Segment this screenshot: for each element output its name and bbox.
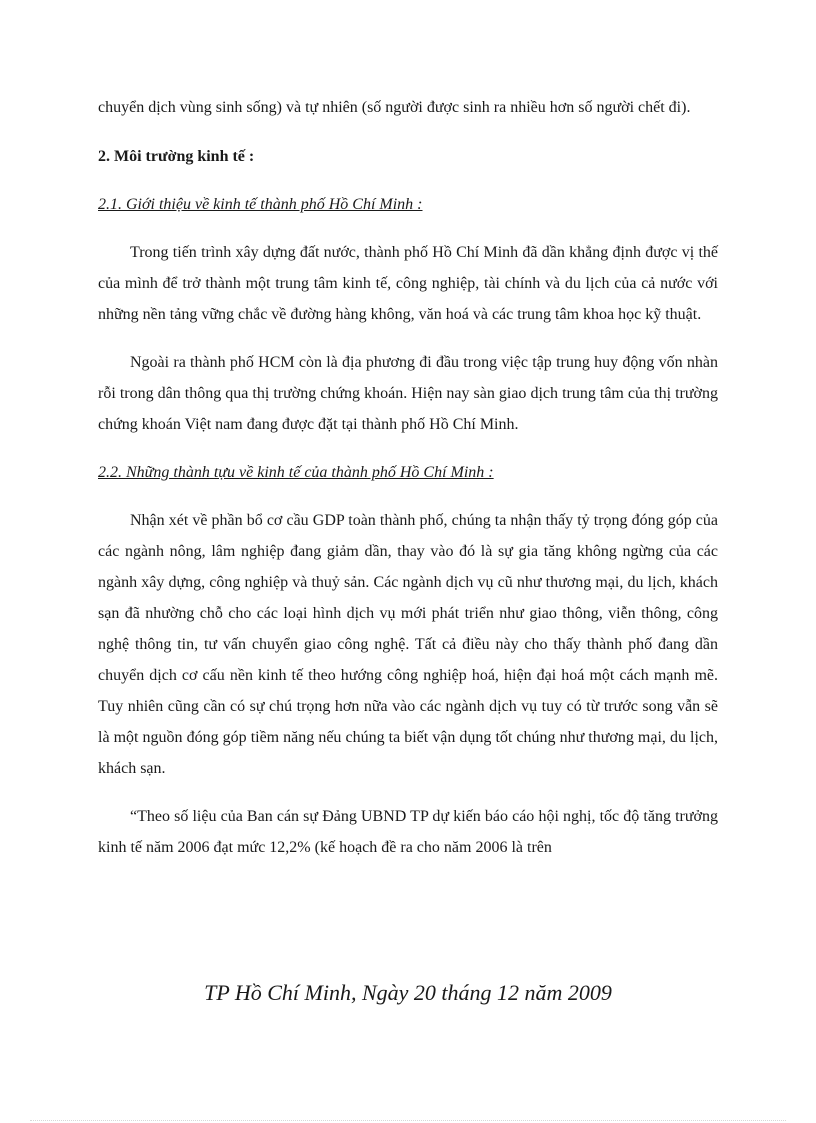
paragraph-2-1-b: Ngoài ra thành phố HCM còn là địa phương đi đầu trong việc tập trung huy động vốn nhàn rỗi trong dân thông qua thị trường chứng khoán. Hiện nay sàn giao dịch trung tâm của thị trường chứng khoán Việt nam đang được đặt tại thành phố Hồ Chí Minh. (98, 354, 718, 433)
footer-date-line: TP Hồ Chí Minh, Ngày 20 tháng 12 năm 2009 (204, 980, 612, 1005)
document-body (98, 92, 718, 863)
section-2-heading: 2. Môi trường kinh tế : (98, 148, 255, 165)
page-bottom-divider (30, 1120, 786, 1121)
paragraph-2-2-a: Nhận xét về phần bổ cơ cầu GDP toàn thành phố, chúng ta nhận thấy tỷ trọng đóng góp của các ngành nông, lâm nghiệp đang giảm dần, thay vào đó là sự gia tăng không ngừng của các ngành xây dựng, công nghiệp và thuỷ sản. Các ngành dịch vụ cũ như thương mại, du lịch, khách sạn đã nhường chỗ cho các loại hình dịch vụ mới phát triển như giao thông, viễn thông, công nghệ thông tin, tư vấn chuyển giao công nghệ. Tất cả điều này cho thấy thành phố đang dần chuyển dịch cơ cấu nền kinh tế theo hướng công nghiệp hoá, hiện đại hoá một cách mạnh mẽ. Tuy nhiên cũng cần có sự chú trọng hơn nữa vào các ngành dịch vụ tuy có từ trước song vẫn sẽ là một nguồn đóng góp tiềm năng nếu chúng ta biết vận dụng tốt chúng như thương mại, du lịch, khách sạn. (98, 512, 718, 777)
opening-paragraph: chuyển dịch vùng sinh sống) và tự nhiên (số người được sinh ra nhiều hơn số người chết đi). (98, 99, 691, 116)
section-2-2-heading: 2.2. Những thành tựu về kinh tế của thành phố Hồ Chí Minh : (98, 464, 494, 481)
section-2-1-heading: 2.1. Giới thiệu về kinh tế thành phố Hồ Chí Minh : (98, 196, 423, 213)
paragraph-2-1-a: Trong tiến trình xây dựng đất nước, thành phố Hồ Chí Minh đã dần khẳng định được vị thế của mình để trở thành một trung tâm kinh tế, công nghiệp, tài chính và du lịch của cả nước với những nền tảng vững chắc về đường hàng không, văn hoá và các trung tâm khoa học kỹ thuật. (98, 244, 718, 323)
paragraph-2-2-b: “Theo số liệu của Ban cán sự Đảng UBND TP dự kiến báo cáo hội nghị, tốc độ tăng trưởng kinh tế năm 2006 đạt mức 12,2% (kế hoạch đề ra cho năm 2006 là trên (98, 808, 718, 856)
